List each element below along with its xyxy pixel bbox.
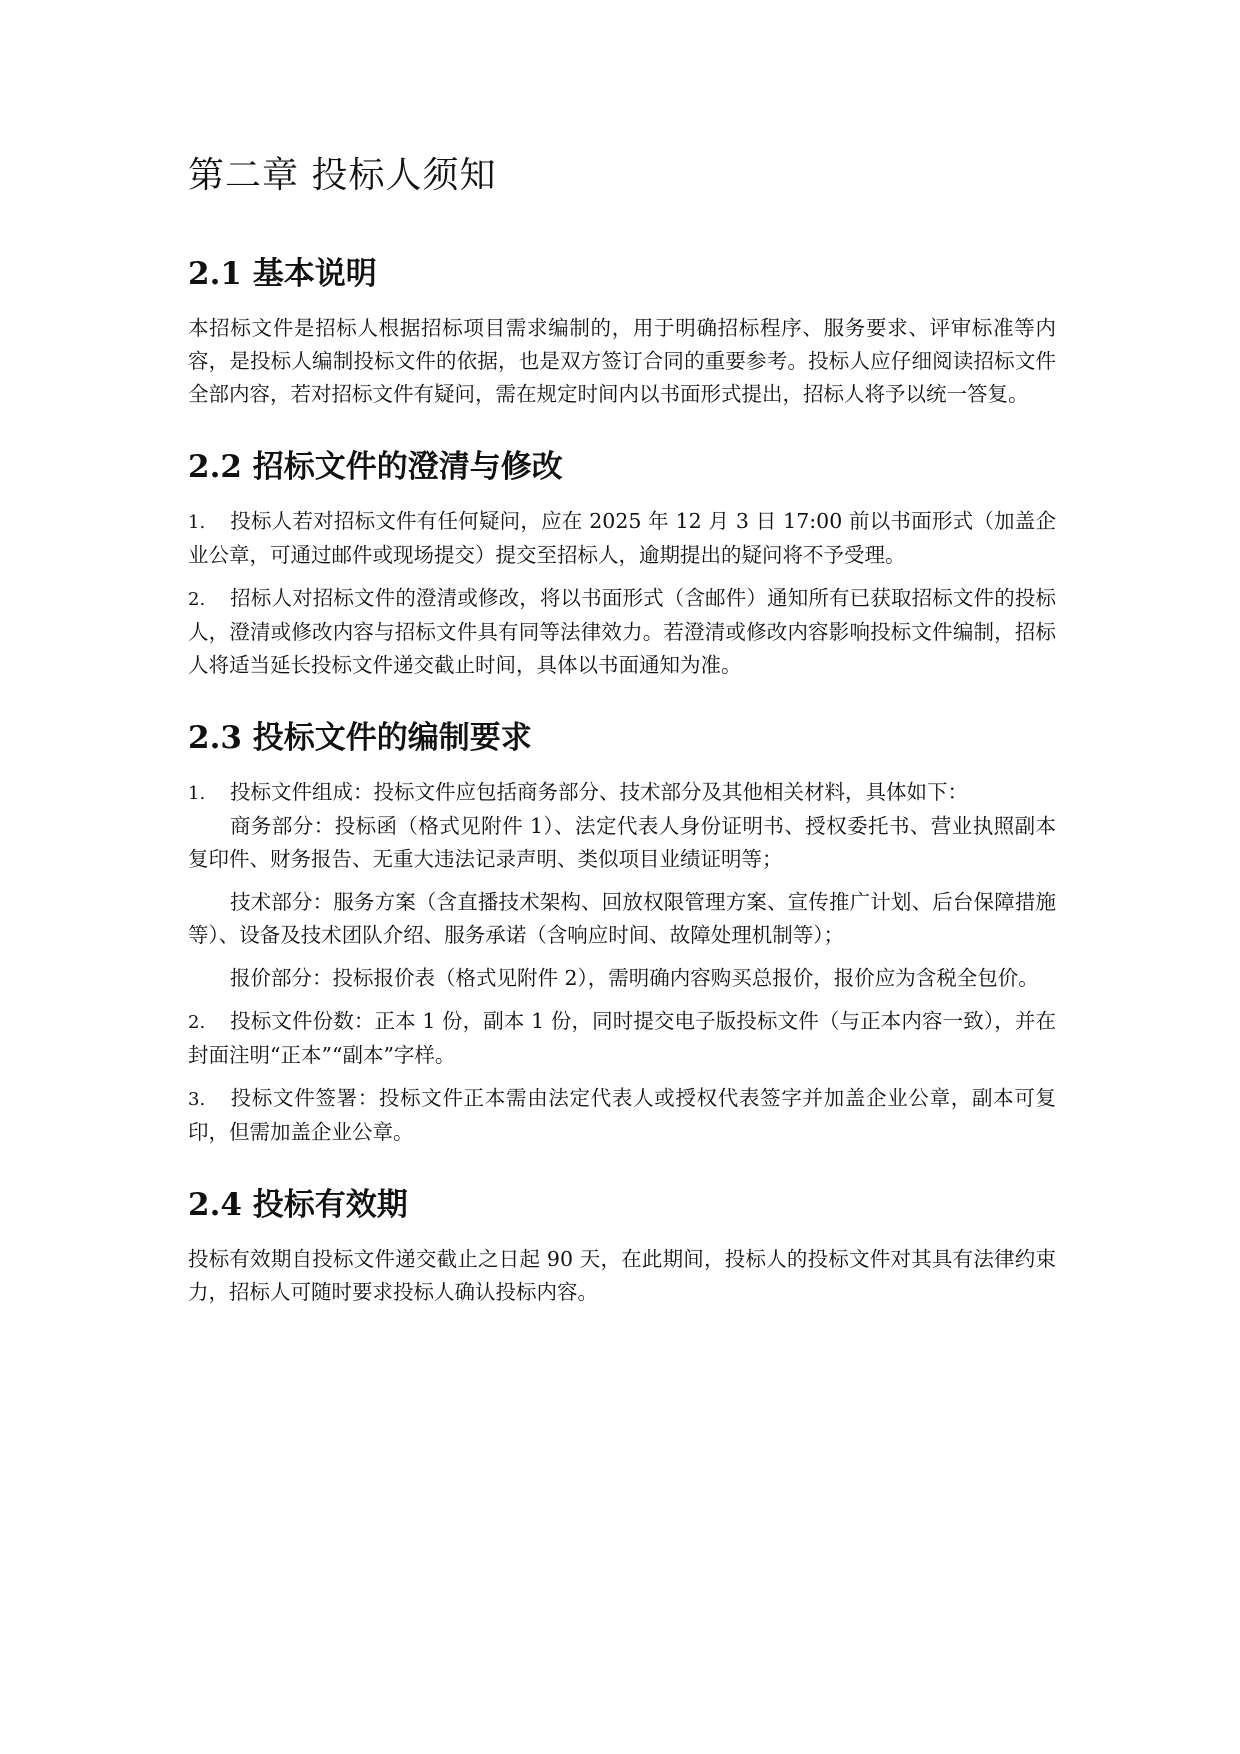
section-title: 2.2 招标文件的澄清与修改 xyxy=(188,449,563,485)
list-number: 2. xyxy=(188,589,206,610)
list-text: 投标人若对招标文件有任何疑问，应在 2025 年 12 月 3 日 17:00 前以书面形式（加盖企业公章，可通过邮件或现场提交）提交至招标人，逾期提出的疑问将不予受理。 xyxy=(188,509,1056,567)
document-page xyxy=(188,150,1056,1343)
list-text: 投标文件份数：正本 1 份，副本 1 份，同时提交电子版投标文件（与正本内容一致），并在封面注明“正本”“副本”字样。 xyxy=(188,1009,1056,1067)
list-text: 招标人对招标文件的澄清或修改，将以书面形式（含邮件）通知所有已获取招标文件的投标人，澄清或修改内容与招标文件具有同等法律效力。若澄清或修改内容影响投标文件编制，招标人将适当延长投标文件递交截止时间，具体以书面通知为准。 xyxy=(188,586,1056,677)
sub-paragraph-business: 商务部分：投标函（格式见附件 1）、法定代表人身份证明书、授权委托书、营业执照副本复印件、财务报告、无重大违法记录声明、类似项目业绩证明等； xyxy=(188,814,1056,871)
section-2-2 xyxy=(188,445,1056,682)
section-title: 2.4 投标有效期 xyxy=(188,1187,408,1223)
sub-paragraph-pricing: 报价部分：投标报价表（格式见附件 2），需明确内容购买总报价，报价应为含税全包价。 xyxy=(230,966,1039,990)
sub-paragraph-technical: 技术部分：服务方案（含直播技术架构、回放权限管理方案、宣传推广计划、后台保障措施等）、设备及技术团队介绍、服务承诺（含响应时间、故障处理机制等）； xyxy=(188,890,1056,947)
section-2-3 xyxy=(188,716,1056,1149)
list-number: 3. xyxy=(188,1089,206,1110)
list-text: 投标文件签署：投标文件正本需由法定代表人或授权代表签字并加盖企业公章，副本可复印，但需加盖企业公章。 xyxy=(188,1086,1056,1144)
section-2-4 xyxy=(188,1183,1056,1309)
section-body: 投标有效期自投标文件递交截止之日起 90 天，在此期间，投标人的投标文件对其具有法律约束力，招标人可随时要求投标人确认投标内容。 xyxy=(188,1247,1056,1304)
section-2-1 xyxy=(188,252,1056,411)
list-item xyxy=(188,1005,1056,1072)
list-item xyxy=(188,776,1056,810)
chapter-title: 第二章 投标人须知 xyxy=(188,155,497,196)
section-title: 2.1 基本说明 xyxy=(188,256,377,292)
list-item xyxy=(188,582,1056,682)
section-title: 2.3 投标文件的编制要求 xyxy=(188,720,532,756)
list-number: 2. xyxy=(188,1012,206,1033)
list-text: 投标文件组成：投标文件应包括商务部分、技术部分及其他相关材料，具体如下： xyxy=(230,780,968,804)
list-number: 1. xyxy=(188,783,206,804)
section-body: 本招标文件是招标人根据招标项目需求编制的，用于明确招标程序、服务要求、评审标准等内容，是投标人编制投标文件的依据，也是双方签订合同的重要参考。投标人应仔细阅读招标文件全部内容，若对招标文件有疑问，需在规定时间内以书面形式提出，招标人将予以统一答复。 xyxy=(188,316,1056,406)
list-number: 1. xyxy=(188,512,206,533)
list-item xyxy=(188,505,1056,572)
list-item xyxy=(188,1082,1056,1149)
